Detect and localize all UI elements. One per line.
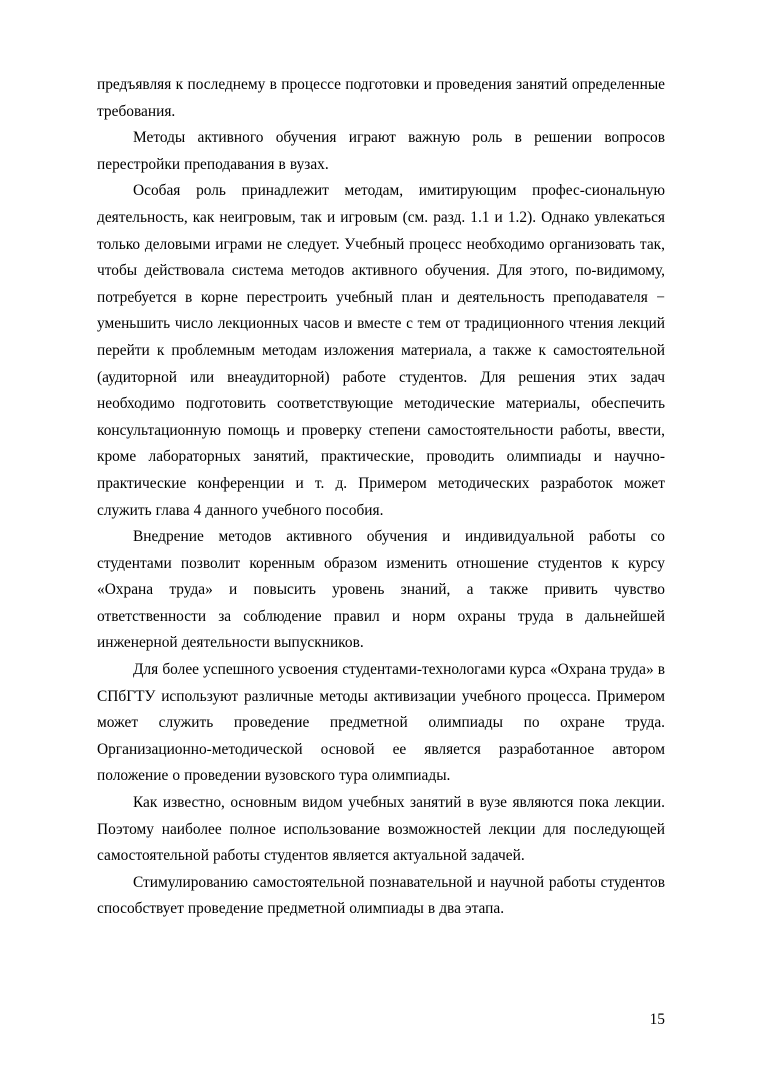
paragraph: Для более успешного усвоения студентами-технологами курса «Охрана труда» в СПбГТУ используют различные методы активизации учебного процесса. Примером может служить проведение предметной олимпиады по охране труда. Организационно-методической основой ее является разработанное автором положение о проведении вузовского тура олимпиады. [97, 661, 665, 785]
body-text [97, 72, 665, 923]
page-number: 15 [649, 1011, 665, 1028]
paragraph: Внедрение методов активного обучения и индивидуальной работы со студентами позволит коренным образом изменить отношение студентов к курсу «Охрана труда» и повысить уровень знаний, а также привить чувство ответственности за соблюдение правил и норм охраны труда в дальнейшей инженерной деятельности выпускников. [97, 528, 665, 652]
paragraph: Методы активного обучения играют важную роль в решении вопросов перестройки преподавания в вузах. [97, 129, 665, 173]
paragraph: Стимулированию самостоятельной познавательной и научной работы студентов способствует проведение предметной олимпиады в два этапа. [97, 873, 665, 918]
paragraph: Как известно, основным видом учебных занятий в вузе являются пока лекции. Поэтому наиболее полное использование возможностей лекции для последующей самостоятельной работы студентов является актуальной задачей. [97, 794, 665, 865]
paragraph: предъявляя к последнему в процессе подготовки и проведения занятий определенные требования. [97, 76, 665, 120]
paragraph: Особая роль принадлежит методам, имитирующим профес-сиональную деятельность, как неигровым, так и игровым (см. разд. 1.1 и 1.2). Однако увлекаться только деловыми играми не следует. Учебный процесс необходимо организовать так, чтобы действовала система методов активного обучения. Для этого, по-видимому, потребуется в корне перестроить учебный план и деятельность преподавателя − уменьшить число лекционных часов и вместе с тем от традиционного чтения лекций перейти к проблемным методам изложения материала, а также к самостоятельной (аудиторной или внеаудиторной) работе студентов. Для решения этих задач необходимо подготовить соответствующие методические материалы, обеспечить консультационную помощь и проверку степени самостоятельности работы, ввести, кроме лабораторных занятий, практические, проводить олимпиады и научно-практические конференции и т. д. Примером методических разработок может служить глава 4 данного учебного пособия. [97, 182, 665, 519]
